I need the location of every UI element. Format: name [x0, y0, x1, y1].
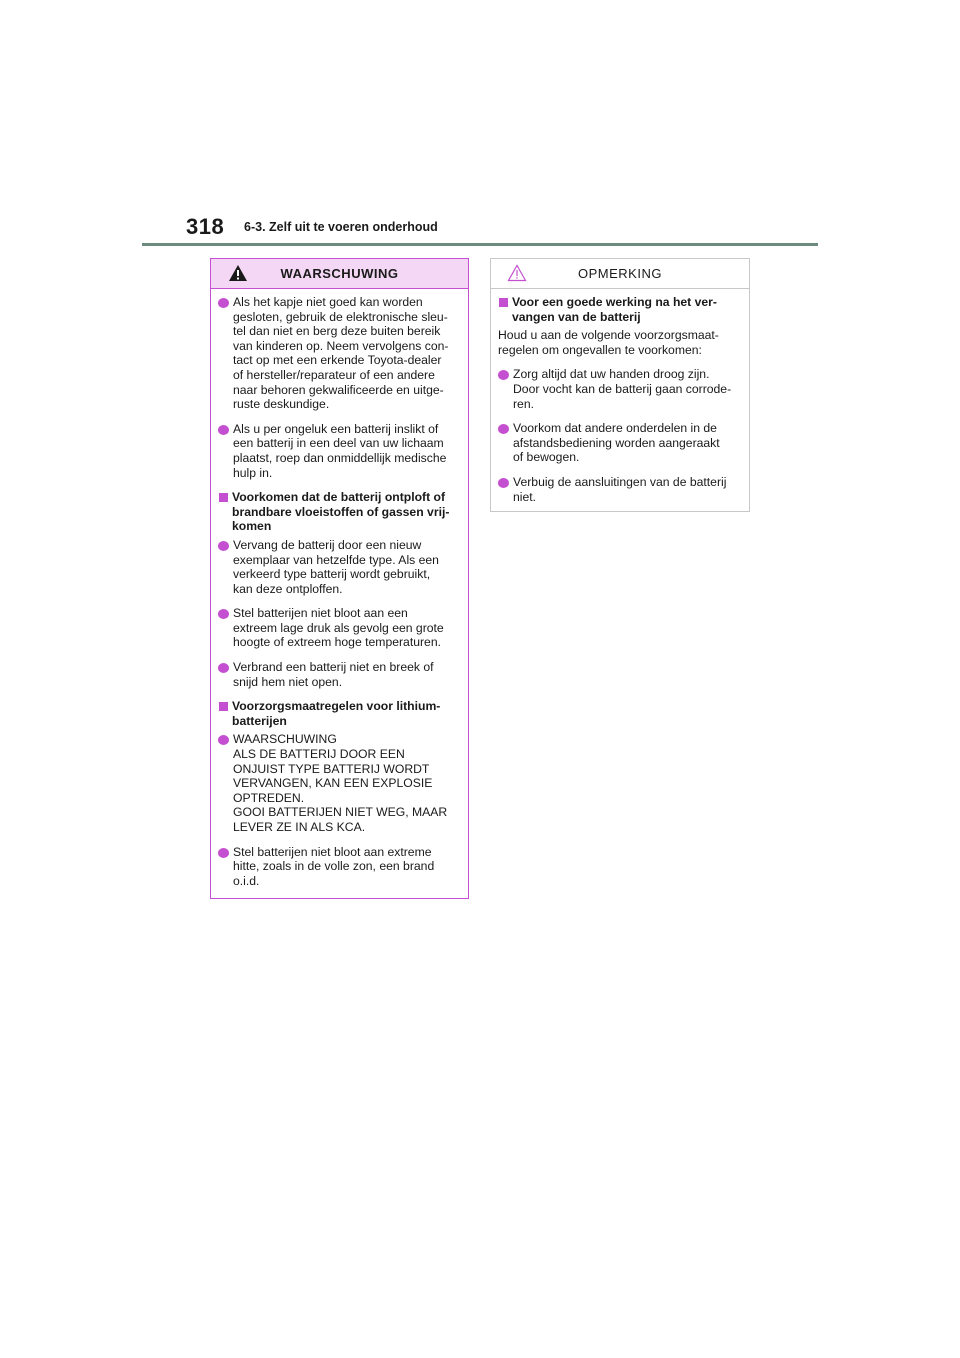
caution-triangle-outline-icon [507, 264, 527, 282]
dot-bullet-icon [498, 370, 509, 380]
item-text: Voorkomen dat de batterij ontploft of brandbare vloeistoffen of gassen vrij- komen [232, 490, 450, 534]
item-text: Verbuig de aansluitingen van de batterij niet. [513, 474, 727, 504]
subheading [218, 699, 460, 728]
dot-bullet-icon [218, 663, 229, 673]
dot-bullet-icon [218, 848, 229, 858]
square-bullet-icon [219, 702, 228, 711]
item-text: Stel batterijen niet bloot aan een extreem lage druk als gevolg een grote hoogte of extreem hoge temperaturen. [233, 606, 444, 650]
dot-bullet-icon [218, 425, 229, 435]
item-text: Voorzorgsmaatregelen voor lithium- batterijen [232, 699, 441, 728]
dot-bullet-icon [498, 424, 509, 434]
warning-header [211, 259, 468, 289]
list-item [218, 606, 460, 650]
notice-heading [498, 295, 741, 324]
item-text: Voorkom dat andere onderdelen in de afstandsbediening worden aangeraakt of bewogen. [513, 421, 720, 465]
notice-intro: Houd u aan de volgende voorzorgsmaat- regelen om ongevallen te voorkomen: [498, 328, 719, 357]
list-item [218, 295, 460, 412]
notice-heading-text: Voor een goede werking na het ver- vangen van de batterij [512, 295, 717, 324]
notice-title: OPMERKING [578, 266, 662, 281]
item-text: Verbrand een batterij niet en breek of snijd hem niet open. [233, 660, 434, 689]
notice-header [491, 259, 749, 289]
item-text: Vervang de batterij door een nieuw exemplaar van hetzelfde type. Als een verkeerd type batterij wordt gebruikt, kan deze ontploffen. [233, 537, 439, 596]
item-text: WAARSCHUWING ALS DE BATTERIJ DOOR EEN ONJUIST TYPE BATTERIJ WORDT VERVANGEN, KAN EEN EXPLOSIE OPTREDEN. GOOI BATTERIJEN NIET WEG, MAAR LEVER ZE IN ALS KCA. [233, 732, 448, 834]
item-text: Stel batterijen niet bloot aan extreme hitte, zoals in de volle zon, een brand o.i.d. [233, 844, 435, 888]
list-item [218, 660, 460, 689]
dot-bullet-icon [498, 478, 509, 488]
section-title: 6-3. Zelf uit te voeren onderhoud [244, 220, 438, 234]
notice-box [490, 258, 750, 512]
dot-bullet-icon [218, 541, 229, 551]
page-number: 318 [186, 214, 225, 239]
item-text: Zorg altijd dat uw handen droog zijn. Door vocht kan de batterij gaan corrode- ren. [513, 367, 732, 411]
warning-body [211, 289, 468, 888]
square-bullet-icon [219, 493, 228, 502]
header-rule [142, 243, 818, 246]
list-item [218, 845, 460, 889]
warning-triangle-icon [228, 264, 248, 282]
notice-body [491, 289, 749, 504]
warning-title: WAARSCHUWING [280, 266, 399, 281]
list-item [498, 475, 741, 504]
list-item [218, 422, 460, 480]
warning-box [210, 258, 469, 899]
item-text: Als het kapje niet goed kan worden gesloten, gebruik de elektronische sleu- tel dan niet en berg deze buiten bereik van kinderen op. Neem vervolgens con- tact op met een erkende Toyota-dealer of hersteller/reparateur of een andere naar behoren gekwalificeerde en uitge- ruste deskundige. [233, 295, 449, 412]
notice-list [498, 367, 741, 504]
dot-bullet-icon [218, 735, 229, 745]
list-item [218, 732, 460, 834]
dot-bullet-icon [218, 609, 229, 619]
subheading [218, 490, 460, 534]
item-text: Als u per ongeluk een batterij inslikt of een batterij in een deel van uw lichaam plaatst, roep dan onmiddellijk medische hulp in. [233, 421, 447, 480]
dot-bullet-icon [218, 298, 229, 308]
list-item [498, 421, 741, 465]
square-bullet-icon [499, 298, 508, 307]
list-item [498, 367, 741, 411]
list-item [218, 538, 460, 596]
